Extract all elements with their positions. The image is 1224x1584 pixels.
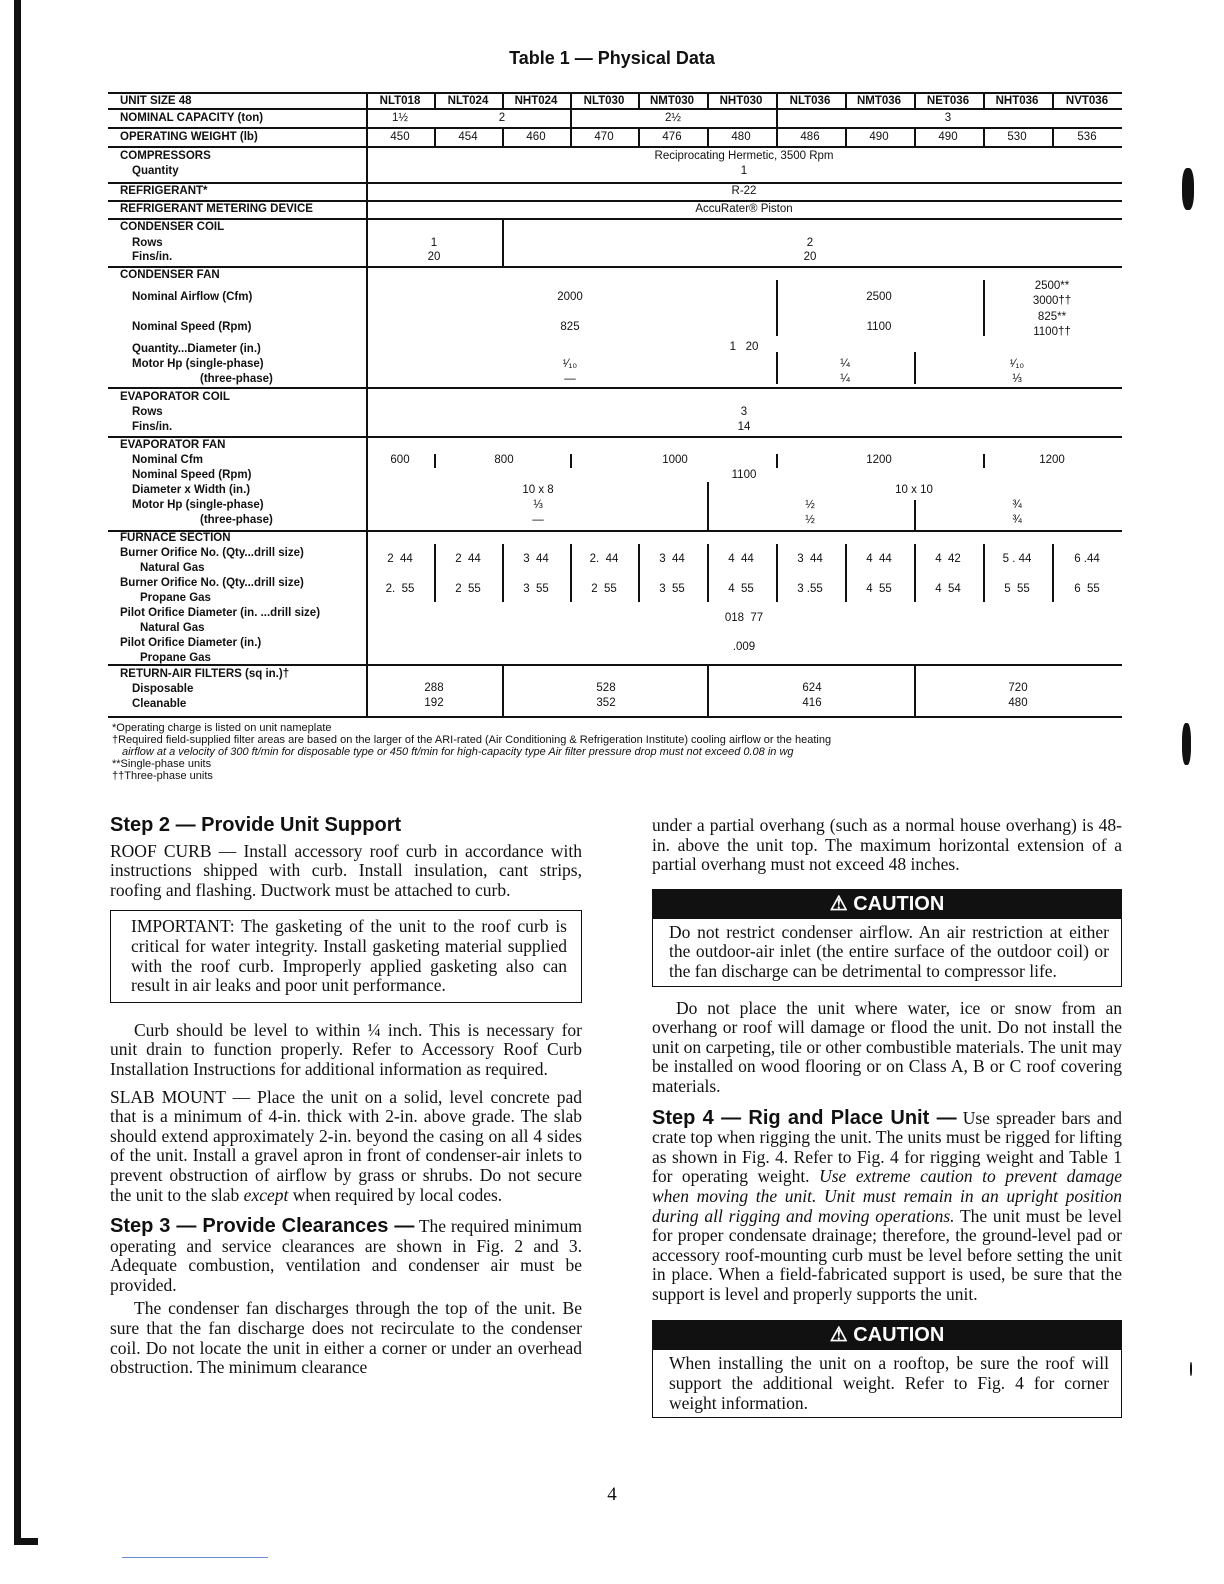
filter-disposable: 288	[424, 682, 444, 694]
table-title: Table 1 — Physical Data	[509, 48, 715, 68]
filter-disposable: 528	[596, 682, 616, 694]
label-nominal-airflow: Nominal Airflow (Cfm)	[132, 291, 253, 303]
cc-rows: 1	[430, 237, 438, 249]
label-ec-rows: Rows	[132, 406, 163, 418]
pilot-prop-value: .009	[732, 641, 756, 653]
footnote: ††Three-phase units	[112, 770, 213, 782]
caution-box	[652, 919, 1122, 987]
burner-prop-cell: 3 .55	[797, 583, 823, 595]
ef-speed: 1100	[731, 469, 757, 481]
weight-cell: 536	[1077, 131, 1097, 143]
burner-prop-cell: 2 55	[455, 583, 481, 595]
curb-level-paragraph: Curb should be level to within ¼ inch. This is necessary for unit drain to function properly. Refer to Accessory Roof Curb Installation Instructions for additional information as required.	[110, 1019, 582, 1079]
caution-text: Do not restrict condenser airflow. An air restriction at either the outdoor-air inlet (the entire surface of the outdoor coil) or the fan discharge can be detrimental to compressor life.	[669, 921, 1109, 981]
roof-curb-lead: ROOF CURB —	[110, 840, 237, 861]
unit-header: NLT024	[447, 95, 489, 107]
unit-header: NHT024	[514, 95, 558, 107]
burner-nat-cell: 4 44	[728, 553, 754, 565]
ef-hp: ½	[805, 514, 815, 526]
label-refrigerant: REFRIGERANT*	[120, 185, 208, 197]
table-footnotes	[112, 722, 831, 782]
filter-cleanable: 480	[1008, 697, 1028, 709]
compressor-type: Reciprocating Hermetic, 3500 Rpm	[654, 150, 834, 162]
bottom-rule	[122, 1557, 268, 1558]
metering-value: AccuRater® Piston	[695, 203, 793, 215]
burner-nat-cell: 5 . 44	[1002, 553, 1032, 565]
label-rows: Rows	[132, 237, 163, 249]
ef-hp: ⅓	[533, 499, 543, 511]
label-disposable: Disposable	[132, 683, 194, 695]
footnote: *Operating charge is listed on unit nameplate	[112, 722, 332, 734]
caution-text: When installing the unit on a rooftop, be sure the roof will support the additional weight. Refer to Fig. 4 for corner weight information.	[669, 1353, 1109, 1413]
ef-dimensions: 10 x 8	[522, 484, 554, 496]
burner-prop-cell: 2 55	[591, 583, 617, 595]
cf-hp: ¼	[840, 373, 850, 385]
step4-italic: Use extreme caution to prevent damage when moving the unit. Unit must remain in an upright position during all rigging and moving operations.	[652, 1166, 1123, 1226]
cf-hp: ¼	[840, 358, 850, 370]
important-text: IMPORTANT: The gasketing of the unit to the roof curb is critical for water integrity. Install gasketing material supplied with the roof curb. Improperly applied gasketing also can result in air leaks and poor unit performance.	[131, 916, 567, 996]
ef-cfm: 1200	[866, 454, 892, 466]
cf-airflow: 2000	[557, 291, 583, 303]
burner-nat-cell: 3 44	[797, 553, 823, 565]
caution-banner: ⚠ CAUTION	[652, 1320, 1122, 1350]
important-box	[110, 910, 582, 1002]
refrigerant-value: R-22	[731, 185, 757, 197]
burner-prop-cell: 4 54	[935, 583, 961, 595]
burner-nat-cell: 2 44	[387, 553, 413, 565]
cf-airflow: 3000††	[1032, 295, 1072, 307]
footnote: airflow at a velocity of 300 ft/min for disposable type or 450 ft/min for high-capacity type Air filter pressure drop must not exceed 0.08 in wg	[122, 746, 794, 758]
footnote: **Single-phase units	[112, 758, 212, 770]
ef-hp: —	[532, 514, 544, 526]
unit-header: NLT030	[583, 95, 625, 107]
footnote: †Required field-supplied filter areas are based on the larger of the ARI-rated (Air Conditioning & Refrigeration Institute) cooling airflow or the heating	[112, 734, 832, 746]
cf-speed: 1100††	[1033, 326, 1071, 338]
left-margin-bar	[14, 0, 21, 1545]
cf-hp: —	[564, 373, 576, 385]
ef-hp: ½	[805, 499, 815, 511]
fan-discharge-paragraph: The condenser fan discharges through the top of the unit. Be sure that the fan discharge does not recirculate to the condenser coil. Do not locate the unit in either a corner or under an overhead obstruction. The minimum clearance	[110, 1298, 582, 1378]
page-number: 4	[607, 1484, 617, 1505]
step4-paragraph	[652, 1106, 1123, 1305]
weight-cell: 486	[800, 131, 820, 143]
label-ef-motor: Motor Hp (single-phase)	[132, 499, 264, 511]
label-evaporator-fan: EVAPORATOR FAN	[120, 439, 226, 451]
weight-cell: 454	[458, 131, 478, 143]
unit-header: NLT018	[379, 95, 421, 107]
burner-nat-cell: 4 42	[935, 553, 961, 565]
label-ef-speed: Nominal Speed (Rpm)	[132, 469, 252, 481]
label-operating-weight: OPERATING WEIGHT (lb)	[120, 131, 258, 143]
burner-nat-cell: 3 44	[523, 553, 549, 565]
filter-cleanable: 352	[596, 697, 616, 709]
step2-heading: Step 2 — Provide Unit Support	[110, 814, 402, 836]
unit-header: NMT030	[649, 95, 695, 107]
burner-prop-cell: 4 55	[866, 583, 892, 595]
caution-banner: ⚠ CAUTION	[652, 889, 1122, 919]
label-compressors: COMPRESSORS	[120, 150, 211, 162]
physical-data-table	[108, 90, 1122, 730]
filter-cleanable: 192	[424, 697, 444, 709]
filter-cleanable: 416	[802, 697, 822, 709]
label-condenser-coil: CONDENSER COIL	[120, 221, 225, 233]
cf-qty-diameter: 1 20	[729, 341, 759, 353]
ef-cfm: 1000	[662, 454, 688, 466]
burner-nat-cell: 2. 44	[589, 553, 619, 565]
slab-except: except	[243, 1184, 289, 1205]
label-condenser-fan: CONDENSER FAN	[120, 269, 220, 281]
burner-prop-cell: 3 55	[659, 583, 685, 595]
unit-header: NLT036	[789, 95, 831, 107]
roof-curb-paragraph	[110, 842, 582, 901]
binding-mark	[1190, 1362, 1192, 1376]
label-ec-fins: Fins/in.	[132, 421, 173, 433]
right-column	[652, 816, 1122, 1418]
step4-text: Use spreader bars and crate top when rigging the unit. The units must be rigged for lifting as shown in Fig. 4. Refer to Fig. 4 for rigging weight and Table 1 for operating weight.	[652, 1107, 1123, 1187]
capacity-cell: 3	[944, 112, 952, 124]
burner-nat-cell: 2 44	[455, 553, 481, 565]
label-pilot-nat: Pilot Orifice Diameter (in. ...drill size)	[120, 607, 321, 619]
cc-fins: 20	[803, 251, 817, 263]
left-column	[110, 816, 582, 1378]
weight-cell: 476	[662, 131, 682, 143]
binding-mark	[1182, 723, 1191, 765]
step3-paragraph	[110, 1217, 582, 1295]
label-motor-hp: Motor Hp (single-phase)	[132, 358, 264, 370]
step3-text: The required minimum operating and service clearances are shown in Fig. 2 and 3. Adequate combustion, ventilation and condenser air must be provided.	[110, 1216, 582, 1295]
unit-header: NMT036	[856, 95, 902, 107]
label-diameter-width: Diameter x Width (in.)	[132, 484, 251, 496]
step4-tail: The unit must be level for proper condensate drainage; therefore, the ground-level pad or accessory roof-mounting curb must be level before setting the unit in place. When a field-fabricated support is used, be sure that the support is level and properly supports the unit.	[652, 1205, 1122, 1304]
weight-cell: 480	[731, 131, 751, 143]
step4-heading: Step 4 — Rig and Place Unit —	[652, 1106, 957, 1129]
filter-disposable: 720	[1008, 682, 1028, 694]
step3-heading: Step 3 — Provide Clearances —	[110, 1215, 415, 1238]
label-three-phase: (three-phase)	[200, 373, 273, 385]
left-margin-foot	[14, 1538, 38, 1545]
unit-header: NHT030	[719, 95, 763, 107]
ef-cfm: 1200	[1039, 454, 1065, 466]
roof-curb-text: Install accessory roof curb in accordance with instructions shipped with curb. Install insulation, cant strips, roofing and flashing. Ductwork must be attached to curb.	[110, 840, 583, 900]
capacity-cell: 2	[498, 112, 506, 124]
placement-paragraph: Do not place the unit where water, ice or snow from an overhang or roof will damage or flood the unit. Do not install the unit on carpeting, tile or other combustible materials. The unit may be installed on wood flooring or on Class A, B or C roof covering materials.	[652, 997, 1122, 1096]
cc-rows: 2	[806, 237, 814, 249]
ef-dimensions: 10 x 10	[895, 484, 933, 496]
unit-header: NHT036	[995, 95, 1039, 107]
cf-hp: ⅓	[1012, 373, 1022, 385]
cc-fins: 20	[427, 251, 441, 263]
label-natural-gas: Natural Gas	[140, 562, 205, 574]
label-cleanable: Cleanable	[132, 698, 187, 710]
ec-fins: 14	[737, 421, 751, 433]
label-pilot-prop: Pilot Orifice Diameter (in.)	[120, 637, 262, 649]
burner-nat-cell: 6 .44	[1074, 553, 1100, 565]
label-nominal-cfm: Nominal Cfm	[132, 454, 203, 466]
ec-rows: 3	[740, 406, 748, 418]
burner-prop-cell: 5 55	[1004, 583, 1030, 595]
overhang-paragraph: under a partial overhang (such as a normal house overhang) is 48-in. above the unit top. The maximum horizontal extension of a partial overhang must not exceed 48 inches.	[652, 815, 1122, 875]
capacity-cell: 2½	[665, 112, 681, 124]
cf-airflow: 2500	[866, 291, 892, 303]
weight-cell: 490	[869, 131, 889, 143]
label-fins: Fins/in.	[132, 251, 173, 263]
ef-hp: ¾	[1012, 499, 1022, 511]
burner-prop-cell: 4 55	[728, 583, 754, 595]
weight-cell: 470	[594, 131, 614, 143]
slab-tail: when required by local codes.	[292, 1184, 503, 1205]
weight-cell: 490	[938, 131, 958, 143]
binding-mark	[1182, 168, 1194, 210]
slab-lead: SLAB MOUNT —	[110, 1086, 251, 1107]
label-quantity: Quantity	[132, 165, 179, 177]
cf-airflow: 2500**	[1034, 280, 1070, 292]
label-metering: REFRIGERANT METERING DEVICE	[120, 203, 313, 215]
cf-speed: 1100	[866, 321, 892, 333]
pilot-nat-value: 018 77	[724, 612, 764, 624]
weight-cell: 450	[390, 131, 410, 143]
slab-paragraph	[110, 1088, 582, 1206]
unit-header: NVT036	[1065, 95, 1109, 107]
burner-nat-cell: 3 44	[659, 553, 685, 565]
weight-cell: 530	[1007, 131, 1027, 143]
burner-nat-cell: 4 44	[866, 553, 892, 565]
unit-header: NET036	[926, 95, 970, 107]
ef-cfm: 600	[390, 454, 410, 466]
label-furnace: FURNACE SECTION	[120, 532, 231, 544]
label-propane-gas: Propane Gas	[140, 592, 211, 604]
cf-speed: 825	[560, 321, 580, 333]
slab-text: Place the unit on a solid, level concrete pad that is a minimum of 4-in. thick with 2-in. above grade. The slab should extend approximately 2-in. beyond the casing on all 4 sides of the unit. Install a gravel apron in front of condenser-air inlets to prevent obstruction of airflow by grass or shrubs. Do not secure the unit to the slab	[110, 1086, 583, 1205]
label-pilot-natural: Natural Gas	[140, 622, 205, 634]
weight-cell: 460	[526, 131, 546, 143]
label-ef-three-phase: (three-phase)	[200, 514, 273, 526]
cf-speed: 825**	[1037, 311, 1067, 323]
burner-prop-cell: 6 55	[1074, 583, 1100, 595]
ef-cfm: 800	[494, 454, 514, 466]
label-pilot-propane: Propane Gas	[140, 652, 211, 664]
ef-hp: ¾	[1012, 514, 1022, 526]
burner-prop-cell: 3 55	[523, 583, 549, 595]
compressor-qty: 1	[740, 165, 748, 177]
label-nominal-speed: Nominal Speed (Rpm)	[132, 321, 252, 333]
label-burner-prop: Burner Orifice No. (Qty...drill size)	[120, 577, 304, 589]
cf-hp: ¹⁄₁₀	[1009, 358, 1025, 370]
label-return-air: RETURN-AIR FILTERS (sq in.)†	[120, 668, 290, 680]
caution-box	[652, 1350, 1122, 1418]
burner-prop-cell: 2. 55	[385, 583, 415, 595]
caution-block-1	[652, 889, 1122, 987]
label-unit-size: UNIT SIZE 48	[120, 95, 192, 107]
label-nominal-capacity: NOMINAL CAPACITY (ton)	[120, 112, 264, 124]
label-burner-nat: Burner Orifice No. (Qty...drill size)	[120, 547, 304, 559]
caution-block-2	[652, 1320, 1122, 1418]
cf-hp: ¹⁄₁₀	[562, 358, 578, 370]
label-evaporator-coil: EVAPORATOR COIL	[120, 391, 230, 403]
capacity-cell: 1½	[392, 112, 408, 124]
label-qty-diameter: Quantity...Diameter (in.)	[132, 343, 261, 355]
filter-disposable: 624	[802, 682, 822, 694]
